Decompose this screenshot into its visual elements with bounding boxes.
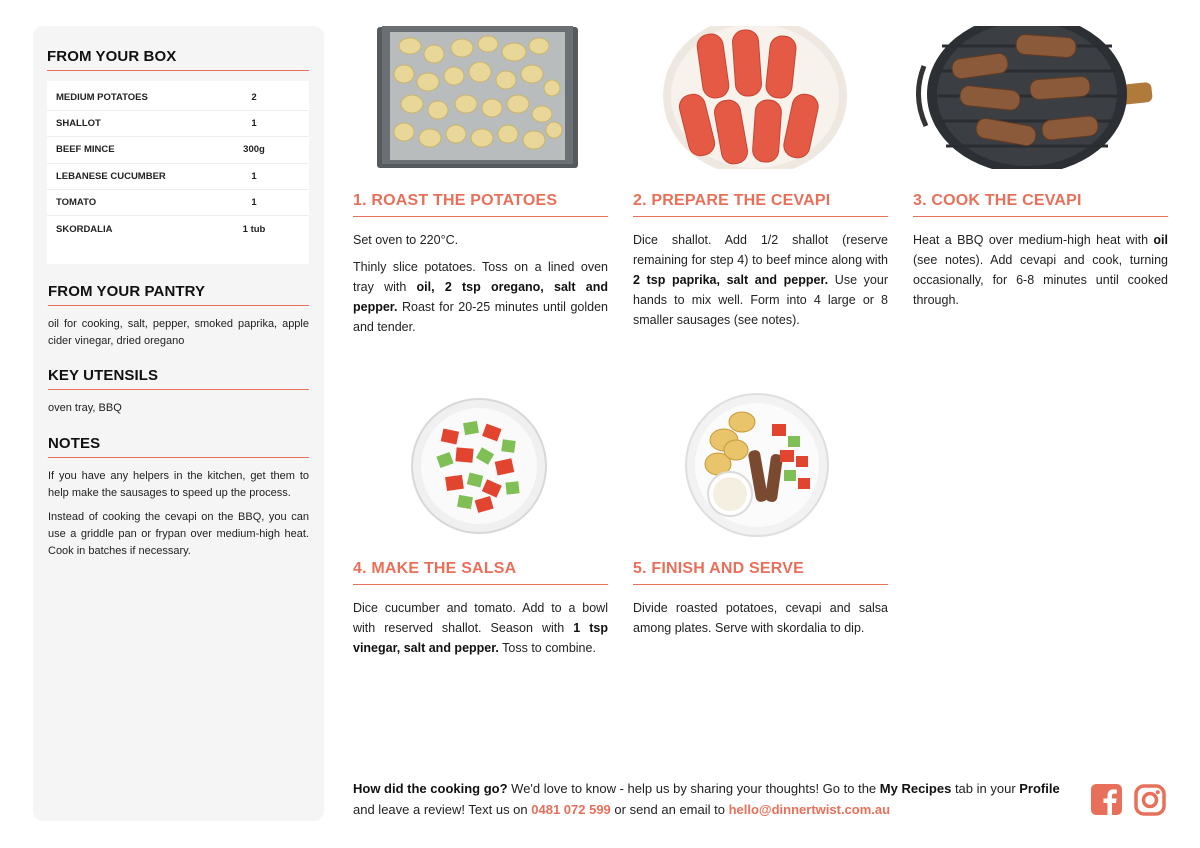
ingredient-row	[47, 190, 309, 216]
ingredient-qty: 1	[251, 170, 257, 182]
step-body	[633, 598, 888, 638]
step-text-bold: 1 tsp vinegar, salt and pepper.	[353, 621, 608, 655]
step-3	[913, 192, 1168, 317]
step-paragraph	[353, 257, 608, 337]
ingredient-row	[47, 137, 309, 163]
ingredient-qty: 1	[251, 196, 257, 208]
ingredient-qty: 1 tub	[242, 223, 266, 235]
ingredient-name: TOMATO	[56, 196, 97, 208]
pantry-text: oil for cooking, salt, pepper, smoked paprika, apple cider vinegar, dried oregano	[48, 318, 309, 347]
step-body	[633, 230, 888, 330]
step-paragraph: Divide roasted potatoes, cevapi and salsa among plates. Serve with skordalia to dip.	[633, 601, 888, 635]
step-2	[633, 192, 888, 337]
feedback-question: How did the cooking go?	[353, 781, 508, 796]
utensils-text: oven tray, BBQ	[48, 402, 122, 414]
step-5	[633, 560, 888, 645]
footer-text: and leave a review! Text us on	[353, 802, 532, 817]
step-body	[353, 598, 608, 658]
step-text: Use your hands to mix well. Form into 4 large or 8 smaller sausages (see notes).	[633, 273, 888, 327]
ingredient-qty: 2	[251, 92, 257, 104]
profile-link[interactable]: Profile	[1019, 781, 1060, 796]
ingredient-name: SHALLOT	[56, 118, 101, 130]
ingredient-row	[47, 85, 309, 111]
footer-text: or send an email to	[610, 802, 729, 817]
step-text-bold: oil	[1153, 233, 1168, 247]
step-paragraph	[633, 230, 888, 330]
step-paragraph	[913, 230, 1168, 310]
pantry-heading: FROM YOUR PANTRY	[48, 283, 309, 306]
step-text-bold: oil, 2 tsp oregano, salt and pepper.	[353, 280, 608, 314]
salsa-bowl-photo	[410, 396, 548, 536]
ingredient-row	[47, 216, 309, 242]
step-text: Toss to combine.	[498, 641, 596, 655]
box-ingredients-table	[47, 81, 309, 264]
from-your-box-heading: FROM YOUR BOX	[47, 48, 309, 71]
step-title: 2. PREPARE THE CEVAPI	[633, 192, 888, 217]
step-text: Dice cucumber and tomato. Add to a bowl with reserved shallot. Season with	[353, 601, 608, 635]
step-text: Thinly slice potatoes. Toss on a lined oven tray with	[353, 260, 608, 294]
ingredients-sidebar	[33, 26, 324, 821]
finished-dish-photo	[684, 392, 830, 538]
ingredient-row	[47, 111, 309, 137]
notes-heading: NOTES	[48, 435, 309, 458]
email-link[interactable]: hello@dinnertwist.com.au	[728, 802, 891, 817]
step-text-bold: 2 tsp paprika, salt and pepper.	[633, 273, 829, 287]
note-text: If you have any helpers in the kitchen, get them to help make the sausages to speed up the process.	[48, 470, 309, 499]
step-paragraph: Set oven to 220°C.	[353, 233, 459, 247]
raw-cevapi-photo	[660, 26, 850, 169]
step-4	[353, 560, 608, 665]
footer-text: We'd love to know - help us by sharing your thoughts! Go to the	[507, 781, 880, 796]
facebook-icon[interactable]	[1091, 784, 1122, 815]
step-title: 4. MAKE THE SALSA	[353, 560, 608, 585]
roast-potatoes-photo	[376, 26, 579, 169]
ingredient-name: LEBANESE CUCUMBER	[56, 170, 166, 182]
footer-text: tab in your	[951, 781, 1020, 796]
step-text: Dice shallot. Add 1/2 shallot (reserve remaining for step 4) to beef mince along with	[633, 233, 888, 267]
ingredient-row	[47, 164, 309, 190]
step-text: (see notes). Add cevapi and cook, turning occasionally, for 6-8 minutes until cooked through.	[913, 253, 1168, 307]
step-text: Roast for 20-25 minutes until golden and tender.	[353, 300, 608, 334]
ingredient-name: SKORDALIA	[56, 223, 113, 235]
grilled-cevapi-photo	[912, 26, 1162, 169]
step-body	[913, 230, 1168, 310]
step-paragraph	[353, 598, 608, 658]
my-recipes-link[interactable]: My Recipes	[879, 781, 952, 796]
step-body	[353, 230, 608, 337]
step-title: 1. ROAST THE POTATOES	[353, 192, 608, 217]
ingredient-qty: 300g	[243, 144, 265, 156]
step-title: 5. FINISH AND SERVE	[633, 560, 888, 585]
phone-link[interactable]: 0481 072 599	[531, 802, 611, 817]
pantry-section	[48, 283, 309, 350]
instagram-icon[interactable]	[1134, 784, 1166, 816]
utensils-heading: KEY UTENSILS	[48, 367, 309, 390]
notes-section	[48, 435, 309, 560]
utensils-section	[48, 367, 309, 417]
step-text: Heat a BBQ over medium-high heat with	[913, 233, 1154, 247]
feedback-footer	[353, 778, 1073, 820]
ingredient-qty: 1	[251, 118, 257, 130]
ingredient-name: MEDIUM POTATOES	[56, 92, 148, 104]
note-text: Instead of cooking the cevapi on the BBQ, you can use a griddle pan or frypan over medium-high heat. Cook in batches if necessary.	[48, 511, 309, 557]
step-title: 3. COOK THE CEVAPI	[913, 192, 1168, 217]
step-1	[353, 192, 608, 344]
ingredient-name: BEEF MINCE	[56, 144, 115, 156]
